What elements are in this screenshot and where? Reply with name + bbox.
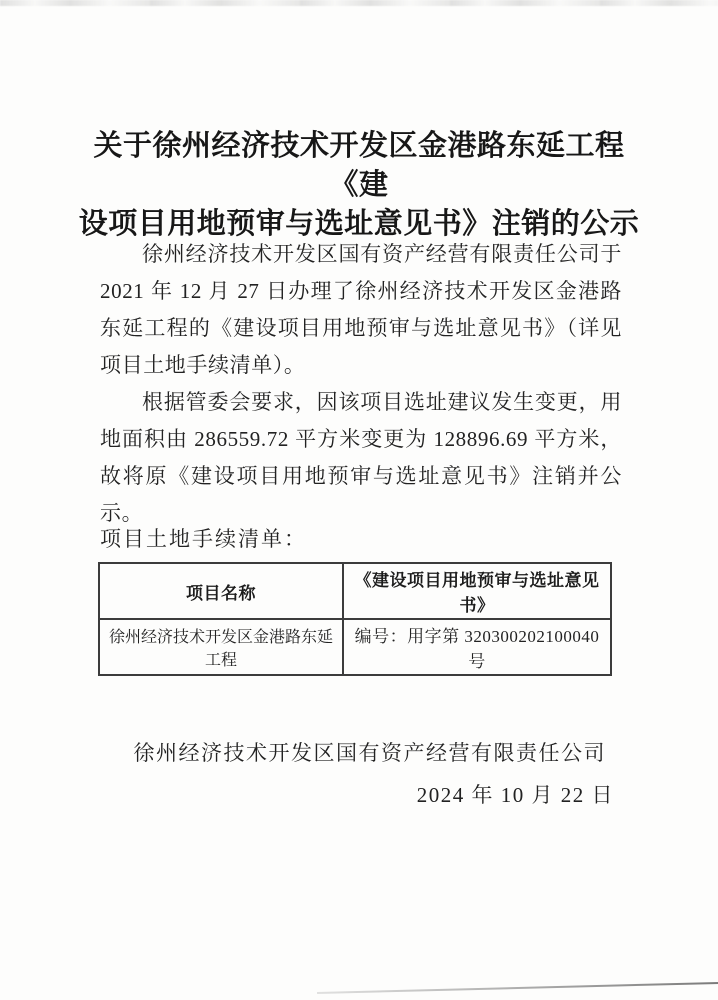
scan-artifact-top-edge xyxy=(0,0,718,6)
procedures-list-label: 项目土地手续清单： xyxy=(100,527,307,551)
table-cell-project-name: 徐州经济技术开发区金港路东延工程 xyxy=(99,619,343,675)
page-title xyxy=(78,126,640,243)
table-cell-document-number: 编号：用字第 320300202100040 号 xyxy=(343,619,611,675)
table-header-document-title: 《建设项目用地预审与选址意见书》 xyxy=(343,563,611,619)
table-header-project-name: 项目名称 xyxy=(99,563,343,619)
table-row xyxy=(99,619,611,675)
page-title-line-2: 设项目用地预审与选址意见书》注销的公示 xyxy=(78,206,640,240)
body-paragraph-2: 根据管委会要求，因该项目选址建议发生变更，用地面积由 286559.72 平方米变更为 128896.69 平方米，故将原《建设项目用地预审与选址意见书》注销并公示。 xyxy=(100,390,622,525)
page-title-line-1: 关于徐州经济技术开发区金港路东延工程《建 xyxy=(93,128,625,201)
scan-artifact-diagonal-line xyxy=(317,982,718,994)
signature-company: 徐州经济技术开发区国有资产经营有限责任公司 xyxy=(133,741,606,765)
body-paragraph-1: 徐州经济技术开发区国有资产经营有限责任公司于 2021 年 12 月 27 日办理了徐州经济技术开发区金港路东延工程的《建设项目用地预审与选址意见书》（详见项目土地手续清单）。 xyxy=(100,242,622,377)
procedures-table xyxy=(98,562,612,676)
table-header-row xyxy=(99,563,611,619)
notice-body xyxy=(100,236,622,532)
signature-date: 2024 年 10 月 22 日 xyxy=(416,783,614,807)
